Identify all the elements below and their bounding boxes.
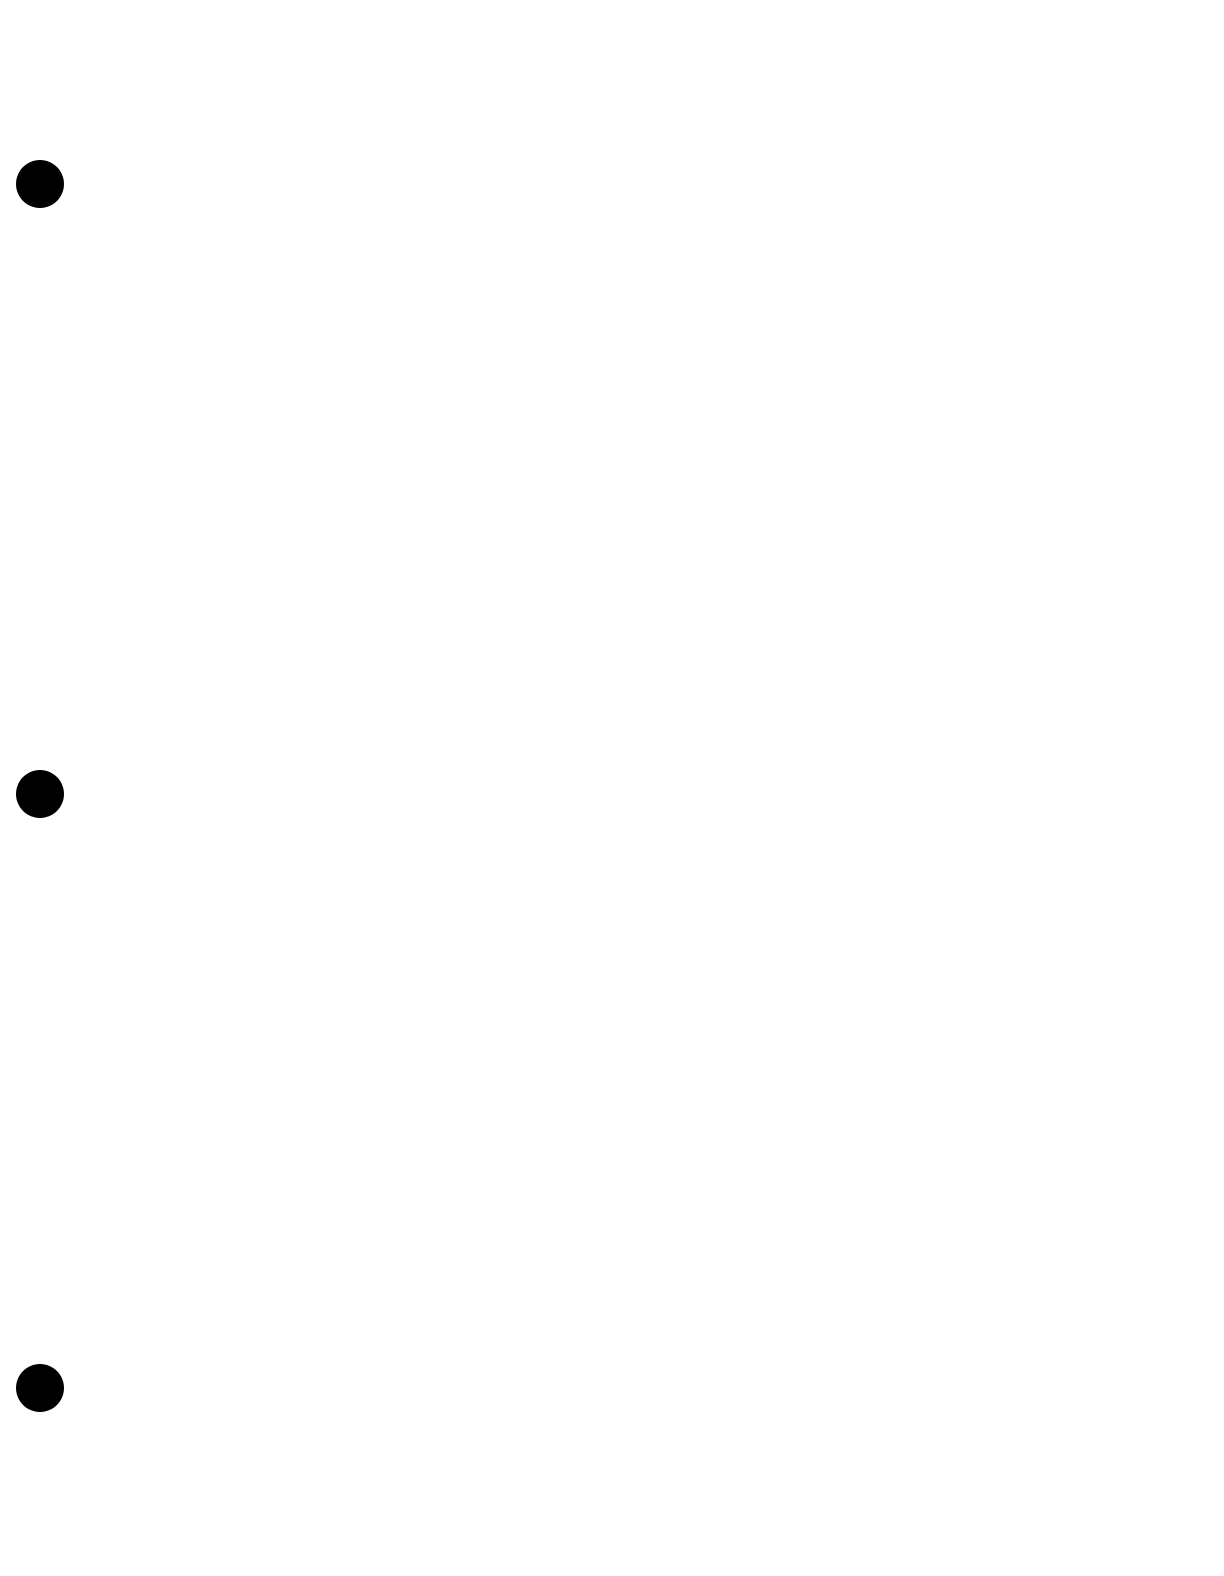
binder-hole-middle (16, 770, 64, 818)
binder-hole-bottom (16, 1364, 64, 1412)
programming-area-diagram (0, 0, 1224, 520)
